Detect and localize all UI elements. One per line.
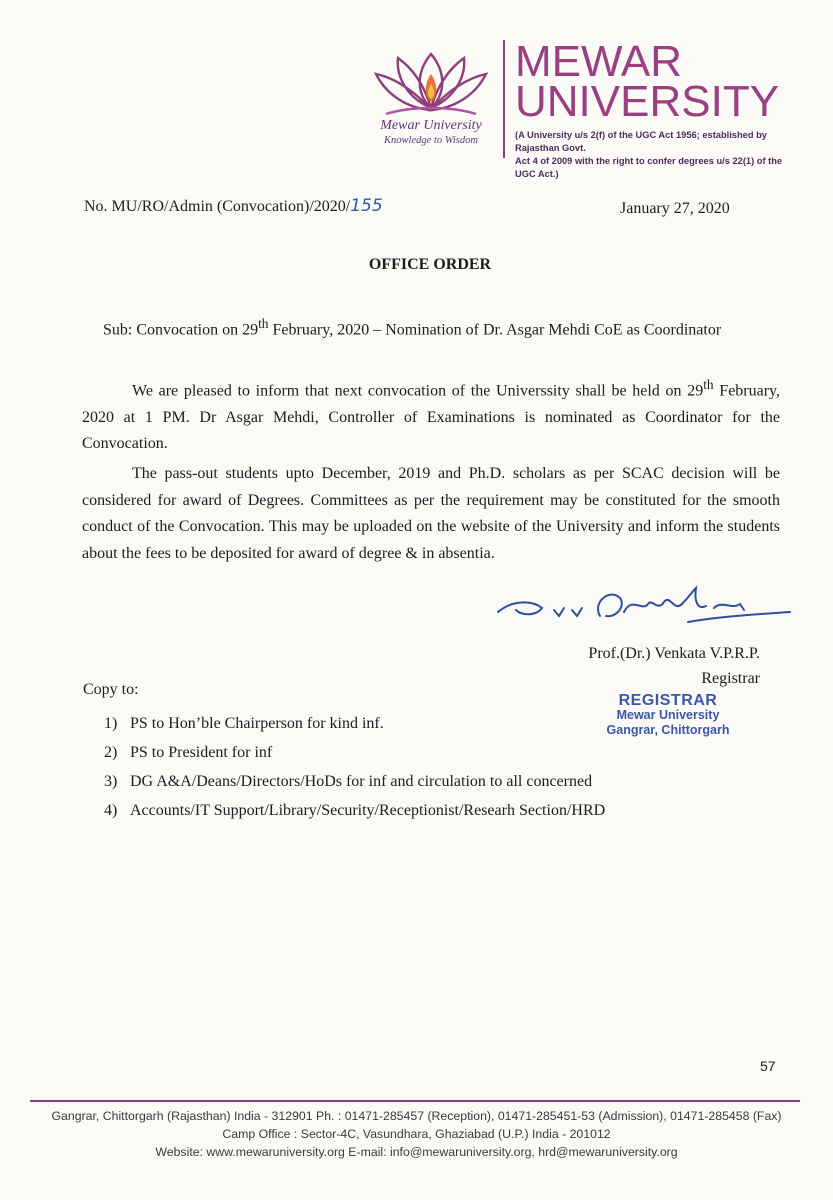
subtitle-line2: Act 4 of 2009 with the right to confer degrees u/s 22(1) of the UGC Act.): [515, 156, 783, 179]
signatory-name: Prof.(Dr.) Venkata V.P.R.P.: [588, 645, 760, 662]
paragraph2-text: The pass-out students upto December, 2019 and Ph.D. scholars as per SCAC decision will be considered for award of Degrees. Committees as per the requirement may be constituted for the smooth conduct of the Convocation. This may be uploaded on the website of the University and inform the students about the fees to be deposited for award of degree & in absentia.: [82, 465, 780, 562]
footer-divider: [30, 1100, 800, 1102]
footer-line1: Gangrar, Chittorgarh (Rajasthan) India - 312901 Ph. : 01471-285457 (Reception), 01471-285451-53 (Admission), 01471-285458 (Fax): [51, 1109, 782, 1123]
subtitle-line1: (A University u/s 2(f) of the UGC Act 1956; established by Rajasthan Govt.: [515, 130, 767, 153]
registrar-stamp: [588, 693, 748, 738]
list-item: 1) PS to Hon’ble Chairperson for kind inf.: [104, 715, 384, 732]
subject-line: [103, 316, 721, 339]
letterhead-divider: [503, 40, 505, 158]
order-date: January 27, 2020: [620, 200, 730, 217]
subject-sup: th: [258, 316, 269, 331]
logo-name: Mewar University: [380, 118, 482, 133]
page-number: 57: [760, 1058, 776, 1074]
university-subtitle: [515, 129, 805, 181]
list-item: 4) Accounts/IT Support/Library/Security/Receptionist/Researh Section/HRD: [104, 802, 606, 819]
stamp-line3: Gangrar, Chittorgarh: [606, 723, 730, 737]
subject-prefix: Sub: Convocation on 29: [103, 321, 259, 339]
university-name-line2: UNIVERSITY: [515, 77, 780, 126]
handwritten-signature: [492, 582, 792, 630]
list-item: 3) DG A&A/Deans/Directors/HoDs for inf and circulation to all concerned: [104, 773, 593, 790]
stamp-line2: Mewar University: [616, 708, 720, 722]
stamp-line1: REGISTRAR: [618, 692, 718, 709]
paragraph1-sup: th: [703, 377, 714, 392]
body-paragraph-2: [82, 461, 780, 567]
reference-number: [84, 196, 383, 216]
reference-text: No. MU/RO/Admin (Convocation)/2020/: [84, 198, 351, 215]
signatory-designation: Registrar: [701, 670, 760, 687]
copy-to-list: [104, 709, 605, 825]
university-logo: [366, 44, 496, 164]
university-name: [515, 37, 780, 126]
footer-line2: Camp Office : Sector-4C, Vasundhara, Ghaziabad (U.P.) India - 201012: [222, 1127, 611, 1141]
list-item: 2) PS to President for inf: [104, 744, 273, 761]
university-name-line1: MEWAR: [515, 37, 683, 86]
signatory-block: [520, 641, 760, 691]
footer-line3: Website: www.mewaruniversity.org E-mail: info@mewaruniversity.org, hrd@mewaruniversity.org: [155, 1145, 678, 1159]
lotus-icon: [366, 44, 496, 124]
paragraph1-part1: We are pleased to inform that next convocation of the Universsity shall be held on 29: [132, 382, 704, 400]
copy-to-label: Copy to:: [83, 681, 139, 698]
document-title: OFFICE ORDER: [368, 256, 492, 273]
subject-suffix: February, 2020 – Nomination of Dr. Asgar Mehdi CoE as Coordinator: [268, 321, 722, 339]
handwritten-reference-number: 155: [350, 196, 383, 216]
footer-address: [0, 1107, 833, 1161]
logo-tagline: Knowledge to Wisdom: [384, 135, 478, 146]
body-paragraph-1: [82, 372, 780, 458]
paragraph1-part2: February, 2020 at 1 PM. Dr Asgar Mehdi, Controller of Examinations is nominated as Coordinator for the Convocation.: [82, 382, 781, 453]
logo-caption: [366, 118, 496, 146]
